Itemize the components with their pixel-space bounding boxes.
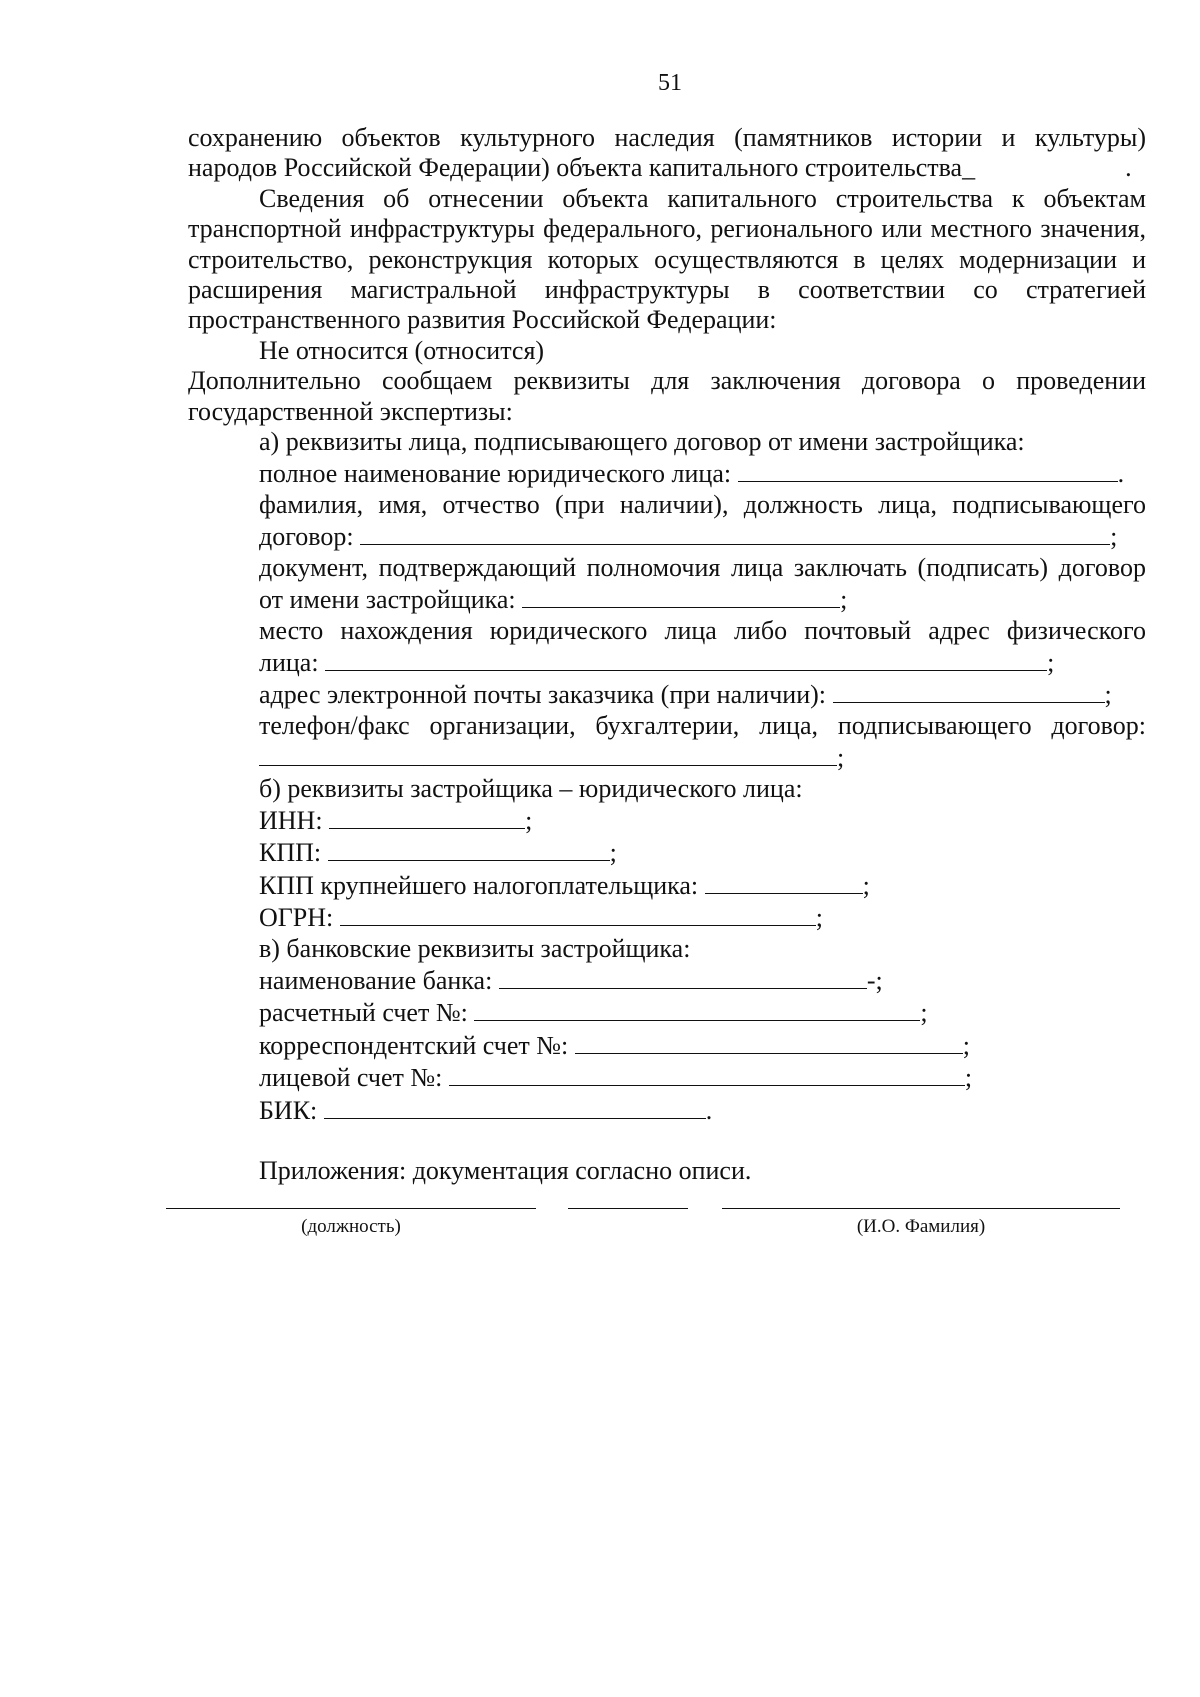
- position-line[interactable]: [166, 1208, 536, 1209]
- correspondent-account-row: [188, 1029, 1146, 1061]
- signer-label-line: фамилия, имя, отчество (при наличии), должность лица, подписывающего: [259, 489, 1146, 519]
- signature-block: [0, 1208, 1200, 1268]
- kpp-largest-field[interactable]: [705, 869, 863, 894]
- inn-field[interactable]: [329, 804, 525, 829]
- paragraph-text: народов Российской Федерации) объекта капитального строительства_: [188, 153, 976, 183]
- field-label: наименование банка:: [259, 965, 493, 995]
- kpp-field[interactable]: [328, 836, 610, 861]
- field-label: КПП:: [259, 838, 322, 868]
- ogrn-field[interactable]: [340, 901, 816, 926]
- name-line[interactable]: [722, 1208, 1120, 1209]
- punctuation: ;: [920, 998, 928, 1028]
- punctuation: .: [1117, 459, 1125, 489]
- spacer: [188, 1126, 1146, 1156]
- signer-field[interactable]: [360, 520, 1110, 545]
- punctuation: -;: [866, 965, 883, 995]
- field-label: корреспондентский счет №:: [259, 1030, 569, 1060]
- phone-row: [188, 741, 1146, 773]
- paragraph-additional-info: Дополнительно сообщаем реквизиты для заключения договора о проведении государственной экспертизы:: [188, 366, 1146, 426]
- section-c-heading: в) банковские реквизиты застройщика:: [259, 933, 691, 963]
- punctuation: ;: [964, 1063, 973, 1093]
- field-label: расчетный счет №:: [259, 998, 468, 1028]
- punctuation: ;: [1104, 680, 1112, 710]
- field-label: лицевой счет №:: [259, 1063, 443, 1093]
- name-caption: (И.О. Фамилия): [856, 1216, 986, 1237]
- paragraph-transport-infrastructure: Сведения об отнесении объекта капитального строительства к объектам транспортной инфраструктуры федерального, регионального или местного значения, строительство, реконструкция которых осуществляются в целях модернизации и расширения магистральной инфраструктуры в соответствии со стратегией пространственного развития Российской Федерации:: [188, 183, 1146, 335]
- kpp-row: [188, 836, 1146, 868]
- field-label: КПП крупнейшего налогоплательщика:: [259, 870, 699, 900]
- document-body: [188, 123, 1146, 1186]
- signature-line[interactable]: [568, 1208, 688, 1209]
- field-label: ИНН:: [259, 805, 323, 835]
- inn-row: [188, 804, 1146, 836]
- authority-row: [188, 583, 1146, 615]
- punctuation: .: [705, 1095, 713, 1125]
- bik-row: [188, 1094, 1146, 1126]
- punctuation: ;: [1110, 522, 1118, 552]
- field-label: ОГРН:: [259, 903, 334, 933]
- address-field[interactable]: [325, 646, 1047, 671]
- punctuation: ;: [1047, 647, 1055, 677]
- punctuation: ;: [862, 870, 870, 900]
- address-label-line: место нахождения юридического лица либо почтовый адрес физического: [259, 615, 1146, 645]
- punctuation: ;: [525, 805, 533, 835]
- phone-label-line: телефон/факс организации, бухгалтерии, лица, подписывающего договор:: [259, 710, 1146, 740]
- settlement-account-field[interactable]: [474, 996, 920, 1021]
- signer-row: [188, 520, 1146, 552]
- email-field[interactable]: [833, 678, 1105, 703]
- punctuation: ;: [840, 585, 848, 615]
- field-label: полное наименование юридического лица:: [259, 459, 732, 489]
- section-b-heading: б) реквизиты застройщика – юридического лица:: [259, 773, 803, 803]
- bank-name-field[interactable]: [499, 964, 867, 989]
- punctuation: ;: [609, 838, 617, 868]
- punctuation: ;: [815, 903, 824, 933]
- field-label: лица:: [259, 647, 319, 677]
- phone-field[interactable]: [259, 741, 837, 766]
- paragraph-line: сохранению объектов культурного наследия (памятников истории и культуры): [188, 123, 1146, 152]
- bik-field[interactable]: [324, 1094, 706, 1119]
- personal-account-field[interactable]: [449, 1061, 965, 1086]
- field-label: адрес электронной почты заказчика (при наличии):: [259, 680, 827, 710]
- attachments-text: Приложения: документация согласно описи.: [259, 1156, 752, 1185]
- field-label: договор:: [259, 522, 354, 552]
- punctuation: .: [1125, 153, 1132, 183]
- page-number: 51: [658, 70, 682, 96]
- punctuation: ;: [837, 743, 845, 773]
- ogrn-row: [188, 901, 1146, 933]
- settlement-account-row: [188, 996, 1146, 1028]
- section-a-heading: а) реквизиты лица, подписывающего договор от имени застройщика:: [259, 427, 1025, 457]
- full-name-row: [188, 457, 1146, 489]
- bank-name-row: [188, 964, 1146, 996]
- personal-account-row: [188, 1061, 1146, 1093]
- email-row: [188, 678, 1146, 710]
- authority-label-line: документ, подтверждающий полномочия лица заключать (подписать) договор: [259, 552, 1146, 582]
- field-label: БИК:: [259, 1095, 318, 1125]
- not-related-text: Не относится (относится): [259, 335, 545, 365]
- full-name-field[interactable]: [738, 457, 1118, 482]
- position-caption: (должность): [301, 1216, 401, 1237]
- punctuation: ;: [962, 1030, 970, 1060]
- paragraph-line: [188, 153, 1146, 183]
- kpp-largest-row: [188, 869, 1146, 901]
- field-label: от имени застройщика:: [259, 585, 516, 615]
- correspondent-account-field[interactable]: [575, 1029, 963, 1054]
- authority-field[interactable]: [522, 583, 840, 608]
- address-row: [188, 646, 1146, 678]
